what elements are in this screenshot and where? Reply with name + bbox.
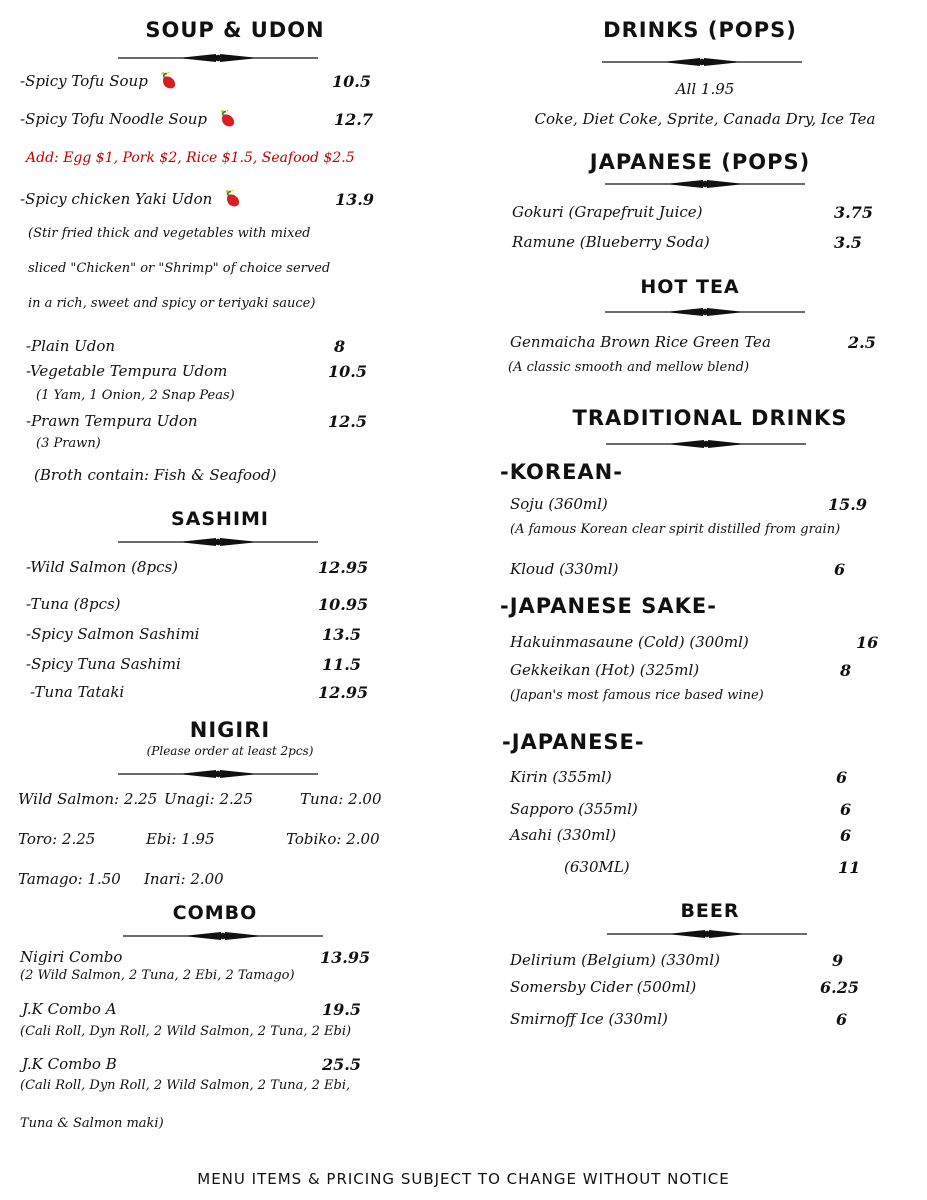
ornament-divider <box>496 56 908 68</box>
item-name: Kloud (330ml) <box>510 560 619 578</box>
item-price: 6.25 <box>820 978 859 997</box>
item-name: -Tuna Tataki <box>30 683 125 701</box>
item-name: Sapporo (355ml) <box>510 800 638 818</box>
japanese-subtitle: -JAPANESE- <box>502 730 645 754</box>
item-description: (A classic smooth and mellow blend) <box>508 360 750 375</box>
japanese-pops-title: JAPANESE (POPS) <box>589 150 811 174</box>
item-price: 13.5 <box>322 625 361 644</box>
item-name: Delirium (Belgium) (330ml) <box>510 951 720 969</box>
item-name: Somersby Cider (500ml) <box>510 978 697 996</box>
drinks-title: DRINKS (POPS) <box>603 18 797 42</box>
ornament-divider <box>18 536 418 548</box>
item-description: (Stir fried thick and vegetables with mixed <box>28 226 311 241</box>
item-price: 2.5 <box>848 333 876 352</box>
item-price: 13.9 <box>335 190 374 209</box>
item-description: (3 Prawn) <box>36 436 101 451</box>
item-price: 10.5 <box>332 72 371 91</box>
item-price: 6 <box>836 768 848 787</box>
ornament-divider <box>14 768 422 780</box>
item-price: 10.95 <box>318 595 369 614</box>
nigiri-item: Toro: 2.25 <box>18 830 96 848</box>
ornament-divider <box>500 306 910 318</box>
item-price: 11 <box>838 858 861 877</box>
item-name: -Tuna (8pcs) <box>26 595 121 613</box>
item-name: Kirin (355ml) <box>510 768 612 786</box>
nigiri-subtitle: (Please order at least 2pcs) <box>146 744 314 758</box>
item-description: (A famous Korean clear spirit distilled from grain) <box>510 522 841 537</box>
item-price: 6 <box>840 826 852 845</box>
item-price: 12.95 <box>318 683 369 702</box>
item-name: Hakuinmasaune (Cold) (300ml) <box>510 633 749 651</box>
item-name: J.K Combo B <box>22 1055 117 1073</box>
soup-title: SOUP & UDON <box>145 18 325 42</box>
ornament-divider <box>18 52 418 64</box>
item-name: -Prawn Tempura Udon <box>26 412 198 430</box>
item-price: 8 <box>840 661 852 680</box>
nigiri-item: Unagi: 2.25 <box>164 790 253 808</box>
item-name: Smirnoff Ice (330ml) <box>510 1010 668 1028</box>
item-name: Asahi (330ml) <box>510 826 617 844</box>
item-name: -Spicy Tofu Noodle Soup <box>20 110 208 128</box>
item-price: 3.5 <box>834 233 862 252</box>
ornament-divider <box>20 930 426 942</box>
item-price: 25.5 <box>322 1055 361 1074</box>
beer-title: BEER <box>680 900 740 922</box>
item-price: 6 <box>840 800 852 819</box>
drinks-all-price: All 1.95 <box>675 80 735 98</box>
nigiri-item: Tobiko: 2.00 <box>286 830 380 848</box>
chili-pepper-icon <box>223 190 243 210</box>
item-description: (Cali Roll, Dyn Roll, 2 Wild Salmon, 2 Tuna, 2 Ebi) <box>20 1024 352 1039</box>
item-name: Ramune (Blueberry Soda) <box>512 233 710 251</box>
item-name: Soju (360ml) <box>510 495 608 513</box>
item-name: -Wild Salmon (8pcs) <box>26 558 179 576</box>
nigiri-title: NIGIRI <box>189 718 271 742</box>
traditional-title: TRADITIONAL DRINKS <box>572 406 848 430</box>
item-price: 12.7 <box>334 110 373 129</box>
item-name: -Plain Udon <box>26 337 116 355</box>
item-price: 3.75 <box>834 203 873 222</box>
ornament-divider <box>500 438 912 450</box>
item-price: 6 <box>836 1010 848 1029</box>
item-description: (Japan's most famous rice based wine) <box>510 688 764 703</box>
item-name: -Spicy Tofu Soup <box>20 72 148 90</box>
item-description: Tuna & Salmon maki) <box>20 1116 164 1131</box>
item-price: 19.5 <box>322 1000 361 1019</box>
item-description: (1 Yam, 1 Onion, 2 Snap Peas) <box>36 388 235 403</box>
menu-item <box>20 72 179 92</box>
item-price: 12.95 <box>318 558 369 577</box>
ornament-divider <box>500 928 914 940</box>
hot-tea-title: HOT TEA <box>640 276 740 298</box>
chili-pepper-icon <box>159 72 179 92</box>
item-name: Genmaicha Brown Rice Green Tea <box>510 333 771 351</box>
item-description: (2 Wild Salmon, 2 Tuna, 2 Ebi, 2 Tamago) <box>20 968 295 983</box>
menu-item <box>20 190 243 210</box>
nigiri-item: Tamago: 1.50 <box>18 870 121 888</box>
item-price: 13.95 <box>320 948 371 967</box>
item-price: 8 <box>334 337 346 356</box>
item-name: -Vegetable Tempura Udom <box>26 362 228 380</box>
ornament-divider <box>500 178 910 190</box>
item-price: 6 <box>834 560 846 579</box>
sashimi-title: SASHIMI <box>170 508 270 530</box>
item-price: 12.5 <box>328 412 367 431</box>
nigiri-item: Tuna: 2.00 <box>300 790 382 808</box>
item-description: sliced "Chicken" or "Shrimp" of choice served <box>28 261 331 276</box>
menu-item <box>20 110 238 130</box>
item-price: 11.5 <box>322 655 361 674</box>
addons-note: Add: Egg $1, Pork $2, Rice $1.5, Seafood $2.5 <box>26 150 355 166</box>
item-description: in a rich, sweet and spicy or teriyaki sauce) <box>28 296 316 311</box>
nigiri-item: Ebi: 1.95 <box>146 830 215 848</box>
item-price: 16 <box>856 633 879 652</box>
combo-title: COMBO <box>172 902 258 924</box>
broth-note: (Broth contain: Fish & Seafood) <box>34 466 277 484</box>
item-price: 9 <box>832 951 844 970</box>
item-description: (Cali Roll, Dyn Roll, 2 Wild Salmon, 2 Tuna, 2 Ebi, <box>20 1078 351 1093</box>
item-name: (630ML) <box>564 858 630 876</box>
item-price: 10.5 <box>328 362 367 381</box>
item-name: -Spicy Tuna Sashimi <box>26 655 181 673</box>
item-name: Gekkeikan (Hot) (325ml) <box>510 661 700 679</box>
nigiri-item: Wild Salmon: 2.25 <box>18 790 158 808</box>
item-price: 15.9 <box>828 495 867 514</box>
item-name: J.K Combo A <box>22 1000 117 1018</box>
item-name: Gokuri (Grapefruit Juice) <box>512 203 703 221</box>
drinks-list: Coke, Diet Coke, Sprite, Canada Dry, Ice Tea <box>534 110 876 128</box>
item-name: Nigiri Combo <box>20 948 123 966</box>
sake-subtitle: -JAPANESE SAKE- <box>500 594 717 618</box>
korean-subtitle: -KOREAN- <box>500 460 623 484</box>
chili-pepper-icon <box>218 110 238 130</box>
nigiri-item: Inari: 2.00 <box>144 870 224 888</box>
footer-note: MENU ITEMS & PRICING SUBJECT TO CHANGE WITHOUT NOTICE <box>197 1170 730 1188</box>
item-name: -Spicy Salmon Sashimi <box>26 625 200 643</box>
item-name: -Spicy chicken Yaki Udon <box>20 190 213 208</box>
